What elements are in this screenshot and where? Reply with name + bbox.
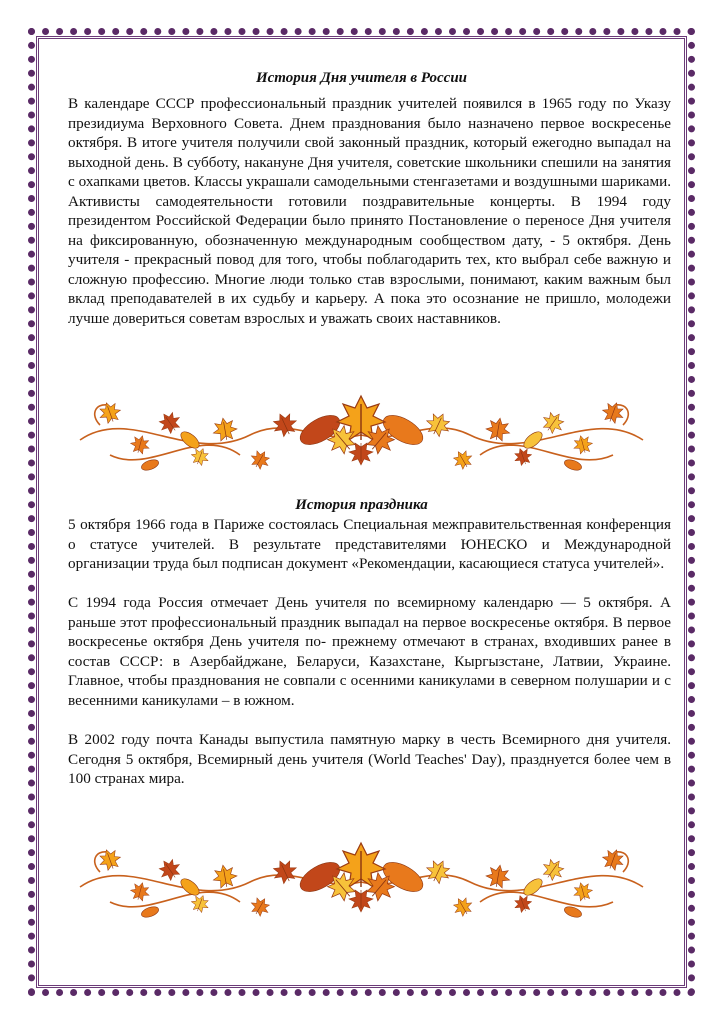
section2-paragraph-3: В 2002 году почта Канады выпустила памятную марку в честь Всемирного дня учителя. Сегодня 5 октября, Всемирный день учителя (World Teaches' Day), празднуется более чем в 100 странах мира. <box>68 731 671 787</box>
autumn-leaves-garland-icon <box>70 385 653 485</box>
section2-title: История праздника <box>295 497 428 513</box>
section2-paragraph-2: С 1994 года Россия отмечает День учителя по всемирному календарю — 5 октября. А раньше этот профессиональный праздник выпадал на первое воскресенье октября. В первое воскресенье октября День учителя по- прежнему отмечают в странах, входивших ранее в состав СССР: в Азербайджане, Беларуси, Казахстане, Кыргызстане, Латвии, Украине. Главное, чтобы празднования не совпали с осенними каникулами в северном полушарии и с весенними каникулами – в южном. <box>68 594 671 709</box>
autumn-leaves-garland-icon <box>70 832 653 932</box>
section1-title: История Дня учителя в России <box>255 70 468 86</box>
section2-paragraph-1: 5 октября 1966 года в Париже состоялась Специальная межправительственная конференция о статусе учителей. В результате представителями ЮНЕСКО и Международной организации труда был подписан документ «Рекомендации, касающиеся статуса учителей». <box>68 516 671 572</box>
section1-paragraph: В календаре СССР профессиональный праздник учителей появился в 1965 году по Указу президиума Верховного Совета. Днем празднования было назначено первое воскресенье октября. В итоге учителя получили свой законный праздник, который ежегодно выпадал на выходной день. В субботу, накануне Дня учителя, советские школьники спешили на занятия с охапками цветов. Классы украшали самодельными стенгазетами и воздушными шариками. Активисты самодеятельности готовили поздравительные концерты. В 1994 году президентом Российской Федерации было принято Постановление о переносе Дня учителя на фиксированную, обозначенную международным сообществом дату, - 5 октября. День учителя - прекрасный повод для того, чтобы поблагодарить тех, кто выбрал себе важную и сложную профессию. Многие люди только став взрослыми, понимают, каким важным был вклад преподавателей в их судьбу и карьеру. А пока это осознание не пришло, молодежи лучше довериться советам взрослых и уважать своих наставников. <box>68 95 671 327</box>
